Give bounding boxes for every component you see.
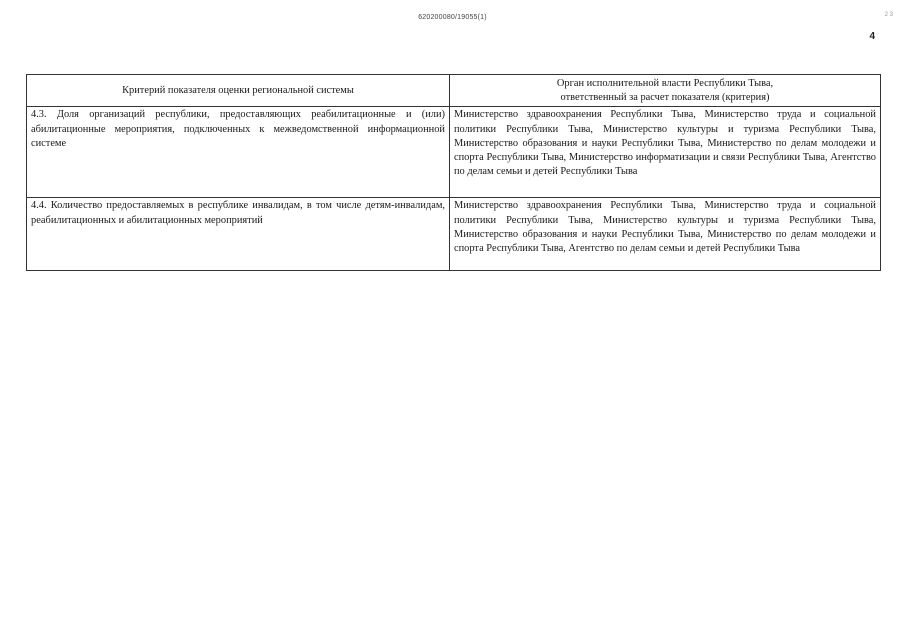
criterion-cell: 4.4. Количество предоставляемых в республике инвалидам, в том числе детям-инвалидам, реабилитационных и абилитационных мероприятий bbox=[27, 198, 450, 271]
column-header-authority bbox=[450, 75, 881, 107]
criteria-table bbox=[26, 74, 881, 271]
column-header-line: Критерий показателя оценки региональной системы bbox=[122, 85, 354, 97]
authority-cell: Министерство здравоохранения Республики Тыва, Министерство труда и социальной политики Республики Тыва, Министерство культуры и туризма Республики Тыва, Министерство образования и науки Республики Тыва, Министерство по делам молодежи и спорта Республики Тыва, Министерство информатизации и связи Республики Тыва, Агентство по делам семьи и детей Республики Тыва bbox=[450, 107, 881, 198]
table-row bbox=[27, 198, 881, 271]
page-number: 4 bbox=[869, 31, 875, 42]
column-header-criterion bbox=[27, 75, 450, 107]
authority-cell: Министерство здравоохранения Республики Тыва, Министерство труда и социальной политики Республики Тыва, Министерство культуры и туризма Республики Тыва, Министерство образования и науки Республики Тыва, Министерство по делам молодежи и спорта Республики Тыва, Агентство по делам семьи и детей Республики Тыва bbox=[450, 198, 881, 271]
table-row bbox=[27, 107, 881, 198]
column-header-line: ответственный за расчет показателя (критерия) bbox=[560, 92, 770, 104]
corner-mark: 2 3 bbox=[884, 12, 893, 18]
column-header-line: Орган исполнительной власти Республики Тыва, bbox=[556, 78, 774, 89]
table-header-row bbox=[27, 75, 881, 107]
criterion-cell: 4.3. Доля организаций республики, предоставляющих реабилитационные и (или) абилитационные мероприятия, подключенных к межведомственной информационной системе bbox=[27, 107, 450, 198]
document-code: 620200080/19055(1) bbox=[418, 14, 487, 21]
